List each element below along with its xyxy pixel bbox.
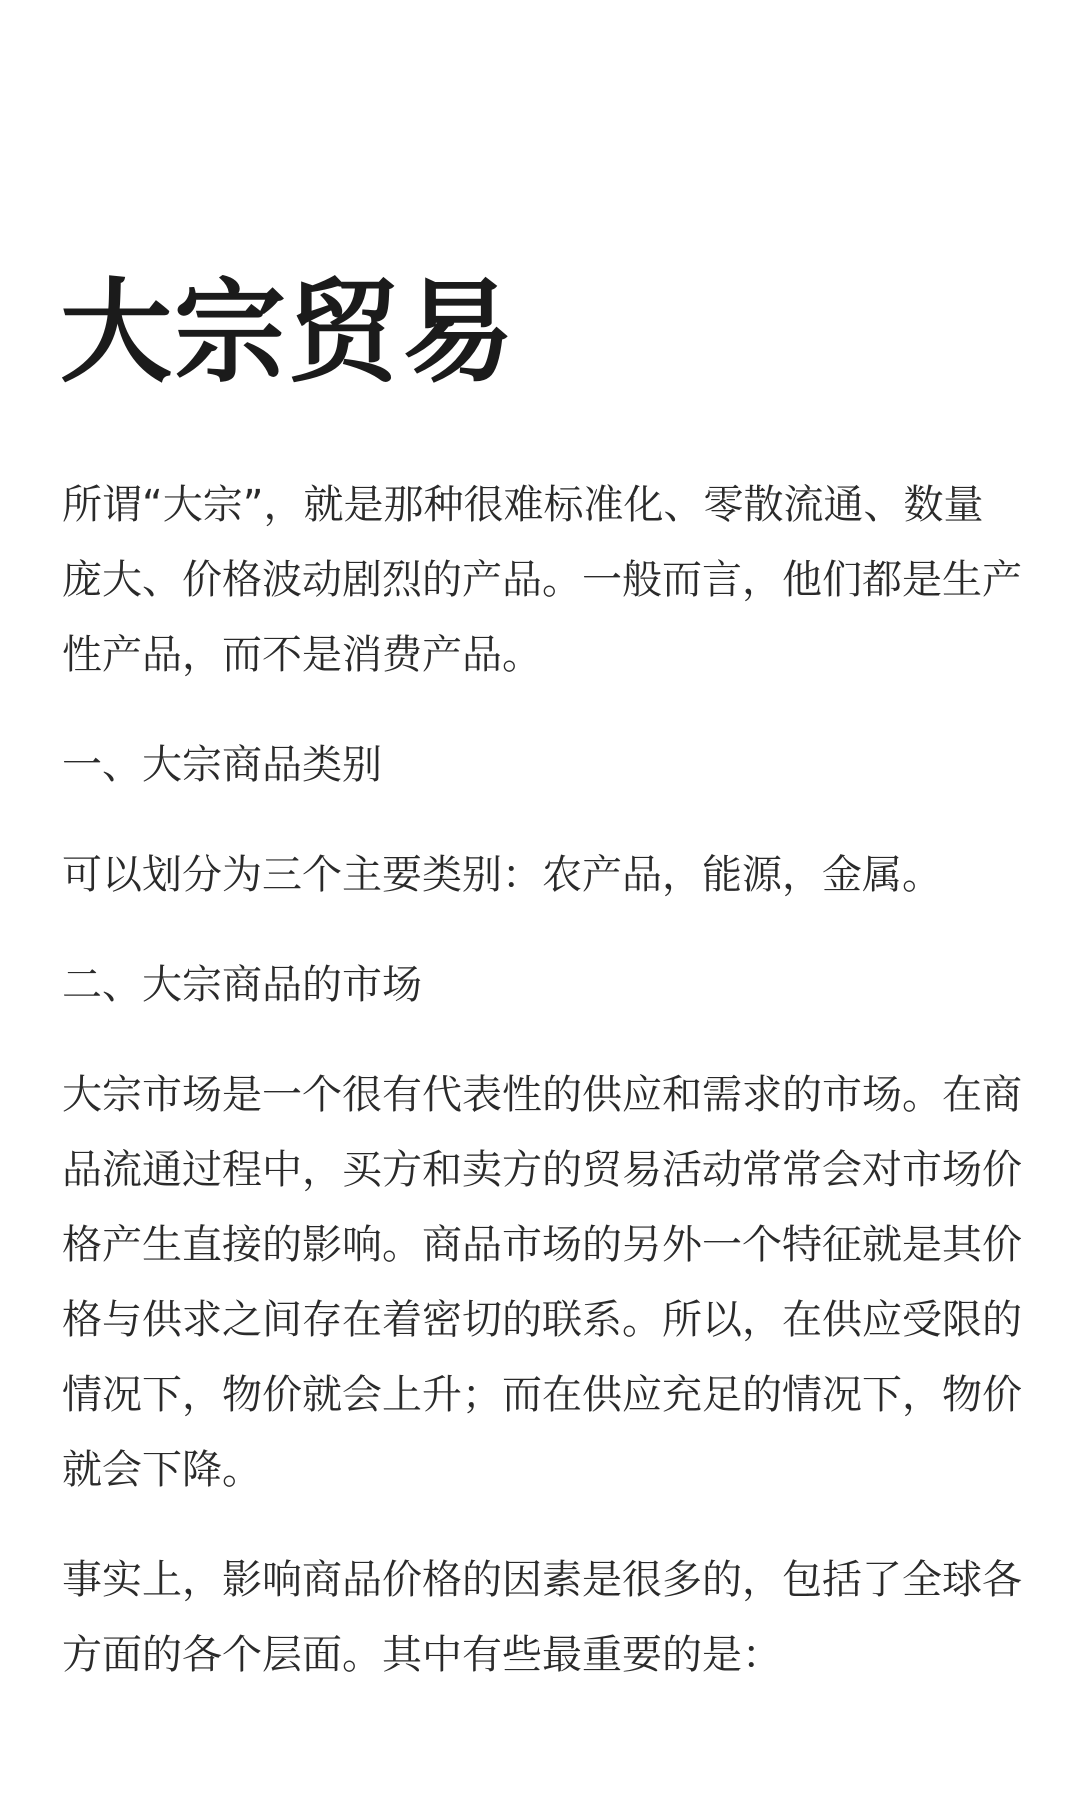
factors-paragraph: 事实上，影响商品价格的因素是很多的，包括了全球各方面的各个层面。其中有些最重要的是：	[62, 1557, 1022, 1678]
section-heading-categories: 一、大宗商品类别	[62, 742, 382, 788]
intro-paragraph: 所谓“大宗”，就是那种很难标准化、零散流通、数量庞大、价格波动剧烈的产品。一般而言，他们都是生产性产品，而不是消费产品。	[62, 482, 1022, 678]
categories-paragraph: 可以划分为三个主要类别：农产品，能源，金属。	[62, 852, 942, 898]
article-title: 大宗贸易	[60, 268, 516, 398]
market-paragraph: 大宗市场是一个很有代表性的供应和需求的市场。在商品流通过程中，买方和卖方的贸易活动常常会对市场价格产生直接的影响。商品市场的另外一个特征就是其价格与供求之间存在着密切的联系。所以，在供应受限的情况下，物价就会上升；而在供应充足的情况下，物价就会下降。	[62, 1072, 1022, 1493]
section-heading-market: 二、大宗商品的市场	[62, 962, 422, 1008]
